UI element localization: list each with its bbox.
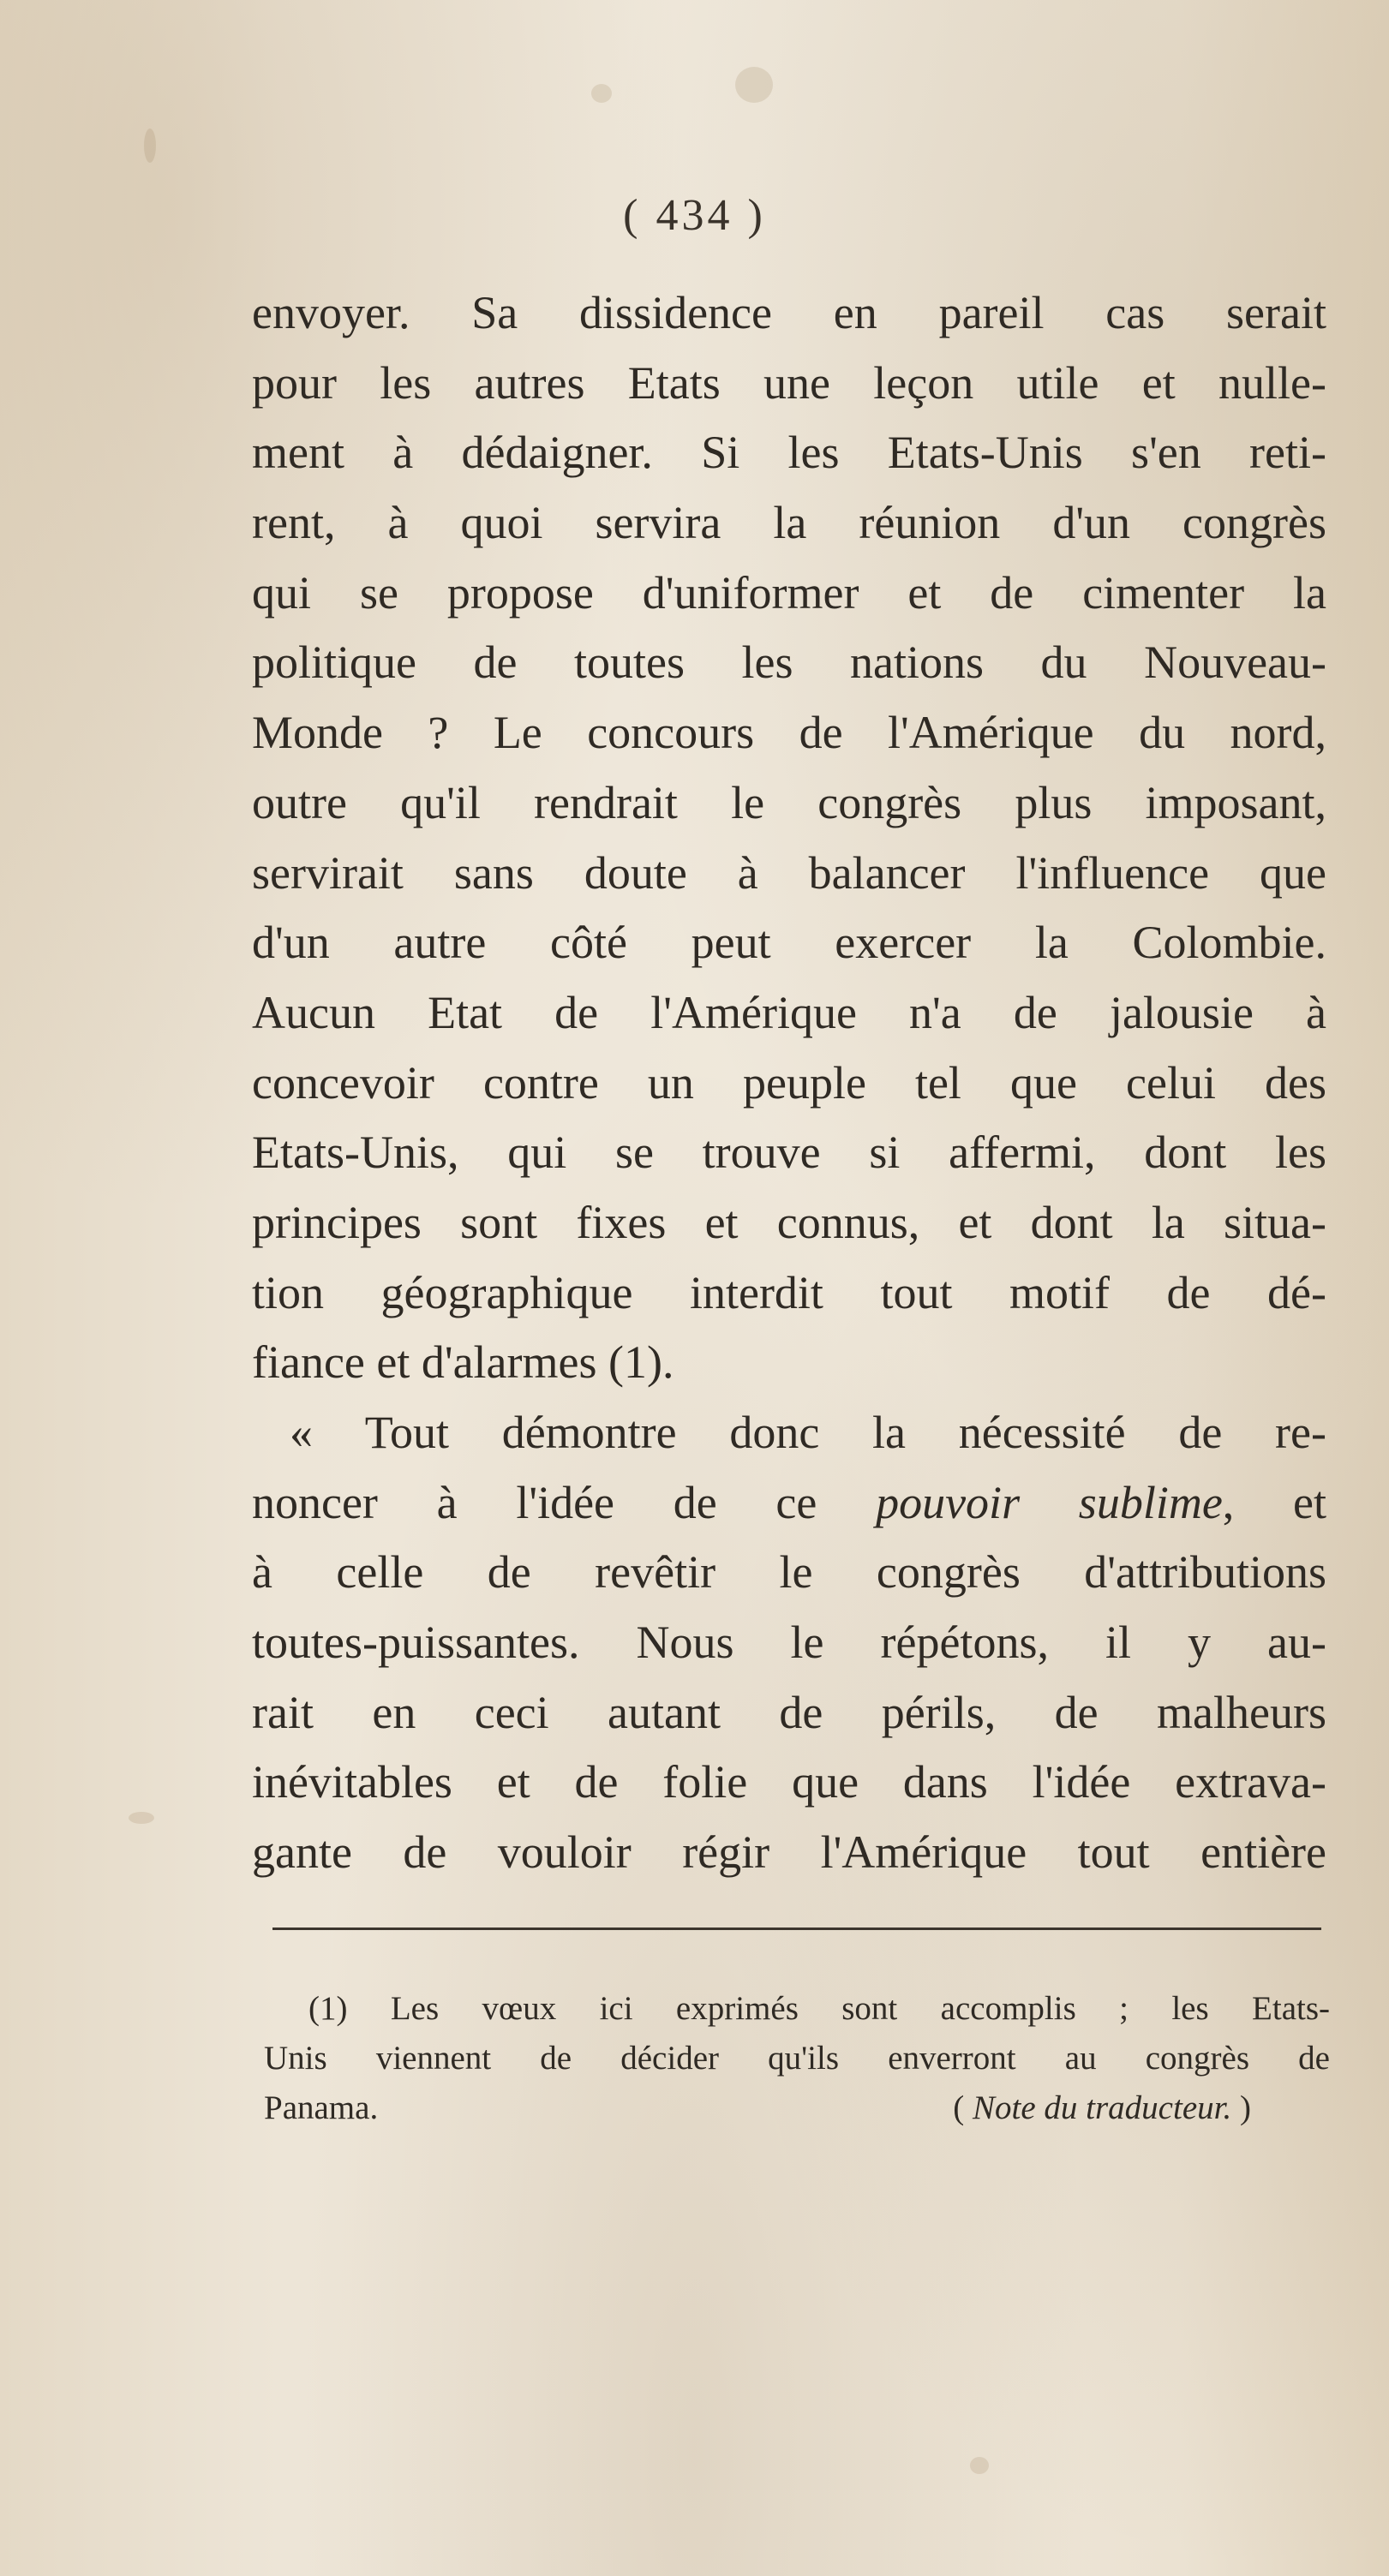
text-line: principes sont fixes et connus, et dont la situa- <box>252 1196 1326 1248</box>
footnote-line: Panama. <box>264 2089 379 2126</box>
text-line: rait en ceci autant de périls, de malheurs <box>252 1686 1326 1738</box>
paragraph-start-line: « Tout démontre donc la nécessité de re- <box>290 1407 1326 1458</box>
text-line: Aucun Etat de l'Amérique n'a de jalousie à <box>252 986 1326 1038</box>
footnote-divider <box>272 1928 1321 1930</box>
footnote-line: (1) Les vœux ici exprimés sont accomplis ; les Etats- <box>308 1990 1330 2027</box>
footnote <box>264 1984 1330 2133</box>
italic-phrase: pouvoir sublime <box>876 1476 1223 1528</box>
text-line: à celle de revêtir le congrès d'attributions <box>252 1546 1326 1599</box>
translator-note <box>953 2083 1251 2133</box>
text-line: politique de toutes les nations du Nouveau- <box>252 637 1326 689</box>
text-line: rent, à quoi servira la réunion d'un congrès <box>252 497 1326 549</box>
text-line: outre qu'il rendrait le congrès plus imposant, <box>252 776 1326 828</box>
text-line: toutes-puissantes. Nous le répétons, il y au- <box>252 1617 1326 1669</box>
text-line: Etats-Unis, qui se trouve si affermi, dont les <box>252 1127 1326 1179</box>
text-line: d'un autre côté peut exercer la Colombie. <box>252 917 1326 969</box>
text-line: ment à dédaigner. Si les Etats-Unis s'en reti- <box>252 427 1326 479</box>
paren-open: ( <box>953 2089 965 2126</box>
text-line: inévitables et de folie que dans l'idée extrava- <box>252 1756 1326 1808</box>
text-line: Monde ? Le concours de l'Amérique du nord, <box>252 707 1326 759</box>
text-line: fiance et d'alarmes (1). <box>252 1336 674 1389</box>
footnote-last-line <box>264 2083 1330 2133</box>
paper-stain <box>144 129 156 163</box>
text-line: envoyer. Sa dissidence en pareil cas serait <box>252 287 1326 338</box>
text-line: pour les autres Etats une leçon utile et nulle- <box>252 356 1326 409</box>
text-line: gante de vouloir régir l'Amérique tout entière <box>252 1826 1326 1879</box>
translator-note-label: Note du traducteur. <box>973 2089 1232 2126</box>
paper-stain <box>129 1812 154 1824</box>
footnote-line: Unis viennent de décider qu'ils enverront au congrès de <box>264 2040 1330 2077</box>
text-line-with-italic <box>252 1468 1326 1539</box>
paper-stain <box>591 84 612 103</box>
page-number: ( 434 ) <box>623 191 766 240</box>
paper-stain <box>970 2457 989 2474</box>
paper-stain <box>735 67 773 103</box>
text-line: qui se propose d'uniformer et de cimenter la <box>252 566 1326 619</box>
text-line: servirait sans doute à balancer l'influence que <box>252 846 1326 899</box>
text-segment: , et <box>1222 1476 1326 1528</box>
text-line: tion géographique interdit tout motif de dé- <box>252 1266 1326 1318</box>
main-text <box>252 278 1326 1888</box>
text-segment: noncer à l'idée de ce <box>252 1476 817 1528</box>
paren-close: ) <box>1240 2089 1251 2126</box>
text-line: concevoir contre un peuple tel que celui des <box>252 1056 1326 1109</box>
